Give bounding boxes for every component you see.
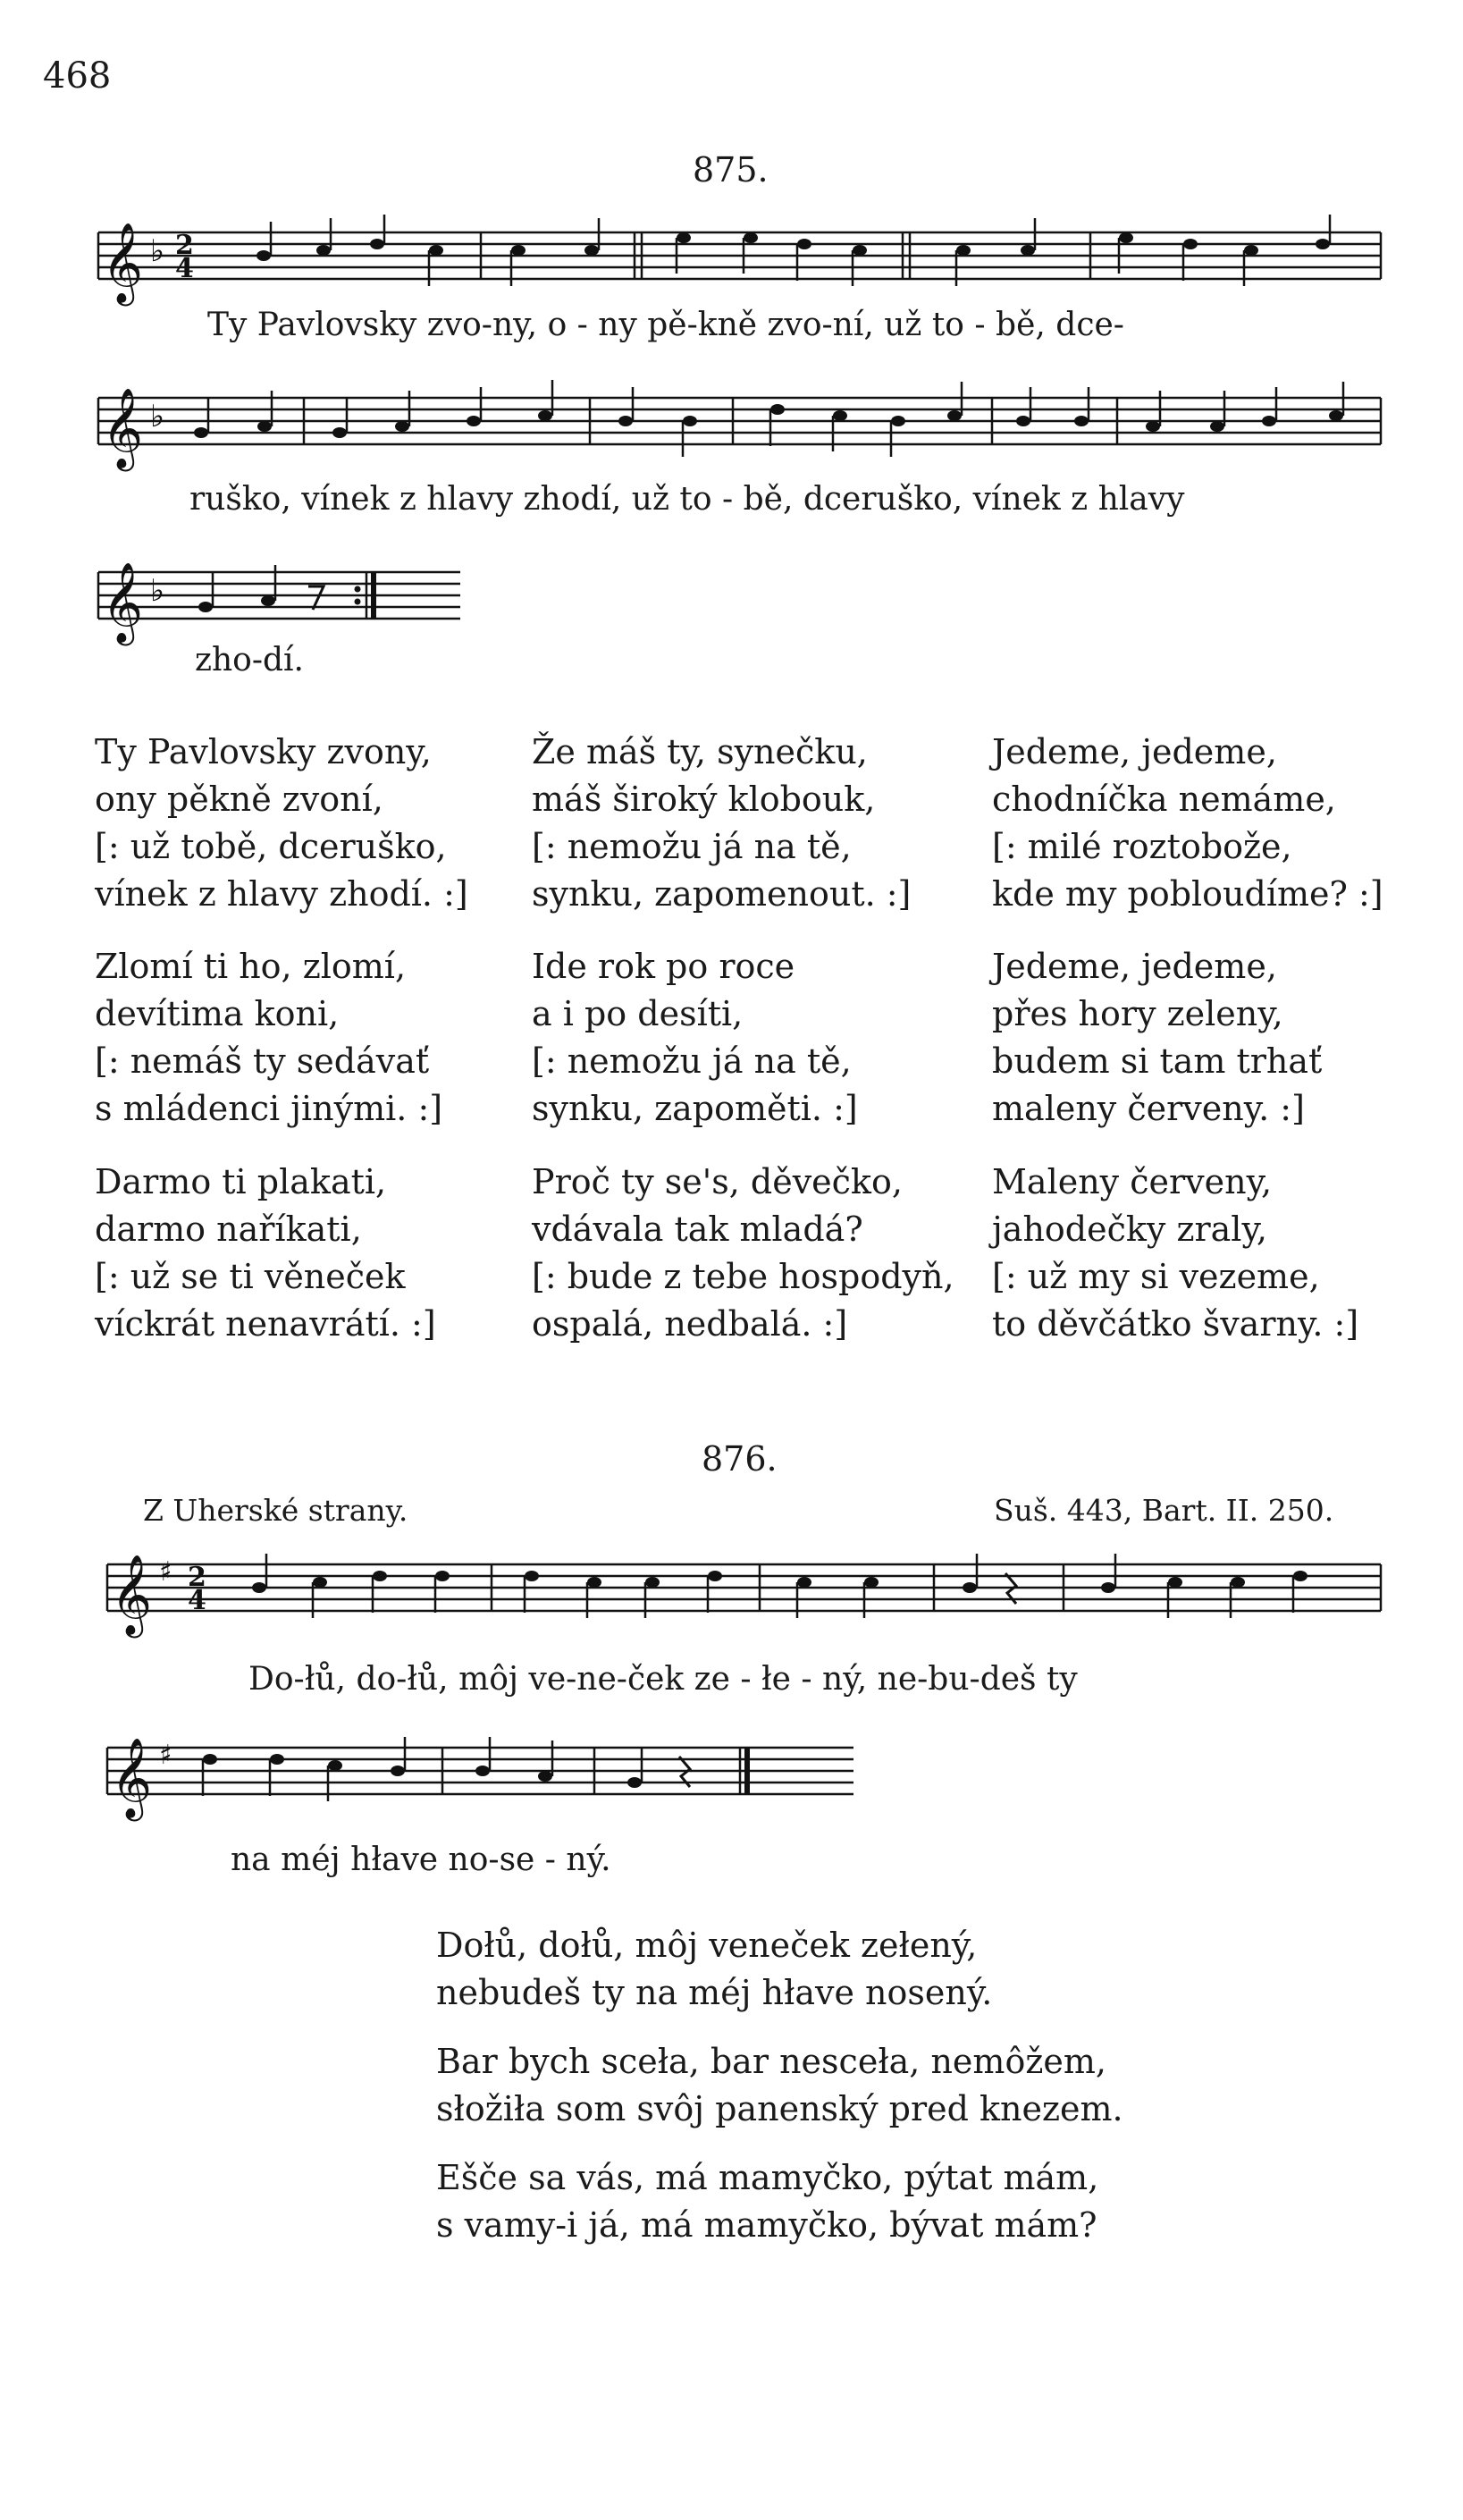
time-sig-top: 2: [175, 230, 194, 261]
song-origin: Z Uherské strany.: [143, 1493, 408, 1528]
music-staff: [98, 1730, 858, 1828]
lyric-line: zho-dí.: [195, 642, 304, 678]
lyric-line: na méj hłave no-se - ný.: [231, 1842, 611, 1878]
lyric-line: Do-łů, do-łů, môj ve-ne-ček ze - łe - ný, ne-bu-deš ty: [248, 1661, 1078, 1698]
song-number: 876.: [702, 1439, 778, 1479]
sharp-sign-icon: ♯: [159, 1556, 172, 1588]
stanza: Ty Pavlovsky zvony, ony pěkně zvoní, [: už tobě, dceruško, vínek z hlavy zhodí. :]: [95, 732, 468, 914]
music-staff: [89, 380, 1385, 478]
song-source: Suš. 443, Bart. II. 250.: [994, 1493, 1334, 1528]
stanza: Zlomí ti ho, zlomí, devítima koni, [: nemáš ty sedávať s mládenci jinými. :]: [95, 947, 443, 1128]
stanza: Že máš ty, synečku, máš široký klobouk, [: nemožu já na tě, synku, zapomenout. :]: [532, 732, 912, 914]
stanza: Proč ty se's, děvečko, vdávala tak mladá? [: bude z tebe hospodyň, ospalá, nedbalá. :]: [532, 1162, 954, 1344]
stanza: Ešče sa vás, má mamyčko, pýtat mám, s vamy-i já, má mamyčko, bývat mám?: [436, 2158, 1099, 2245]
treble-clef-icon: 𝄞: [111, 1555, 153, 1635]
stanza: Ide rok po roce a i po desíti, [: nemožu já na tě, synku, zapoměti. :]: [532, 947, 858, 1128]
stanza: Darmo ti plakati, darmo naříkati, [: už se ti věneček víckrát nenavrátí. :]: [95, 1162, 436, 1344]
stanza: Maleny červeny, jahodečky zraly, [: už my si vezeme, to děvčátko švarny. :]: [992, 1162, 1359, 1344]
flat-sign-icon: ♭: [150, 399, 165, 434]
time-sig-top: 2: [188, 1562, 206, 1593]
lyric-line: Ty Pavlovsky zvo-ny, o - ny pě-kně zvo-ní, už to - bě, dce-: [207, 307, 1124, 343]
music-staff: [89, 215, 1385, 313]
treble-clef-icon: 𝄞: [102, 562, 144, 643]
stanza: Dołů, dołů, môj veneček zełený, nebudeš ty na méj hłave nosený.: [436, 1926, 993, 2012]
music-staff: [89, 554, 465, 653]
time-sig-bottom: 4: [188, 1585, 206, 1616]
lyric-line: ruško, vínek z hlavy zhodí, už to - bě, dceruško, vínek z hlavy: [189, 481, 1185, 518]
page-number: 468: [43, 55, 112, 97]
time-sig-bottom: 4: [175, 253, 194, 284]
treble-clef-icon: 𝄞: [102, 388, 144, 468]
stanza: Jedeme, jedeme, chodníčka nemáme, [: milé roztobože, kde my pobloudíme? :]: [992, 732, 1383, 914]
flat-sign-icon: ♭: [150, 573, 165, 609]
stanza: Jedeme, jedeme, přes hory zeleny, budem si tam trhať maleny červeny. :]: [992, 947, 1323, 1128]
stanza: Bar bych sceła, bar nesceła, nemôžem, słožiła som svôj panenský pred knezem.: [436, 2042, 1123, 2128]
song-number: 875.: [693, 150, 769, 190]
sharp-sign-icon: ♯: [159, 1740, 172, 1771]
treble-clef-icon: 𝄞: [111, 1738, 153, 1818]
music-staff: [98, 1547, 1385, 1645]
treble-clef-icon: 𝄞: [102, 223, 144, 303]
flat-sign-icon: ♭: [150, 233, 165, 269]
